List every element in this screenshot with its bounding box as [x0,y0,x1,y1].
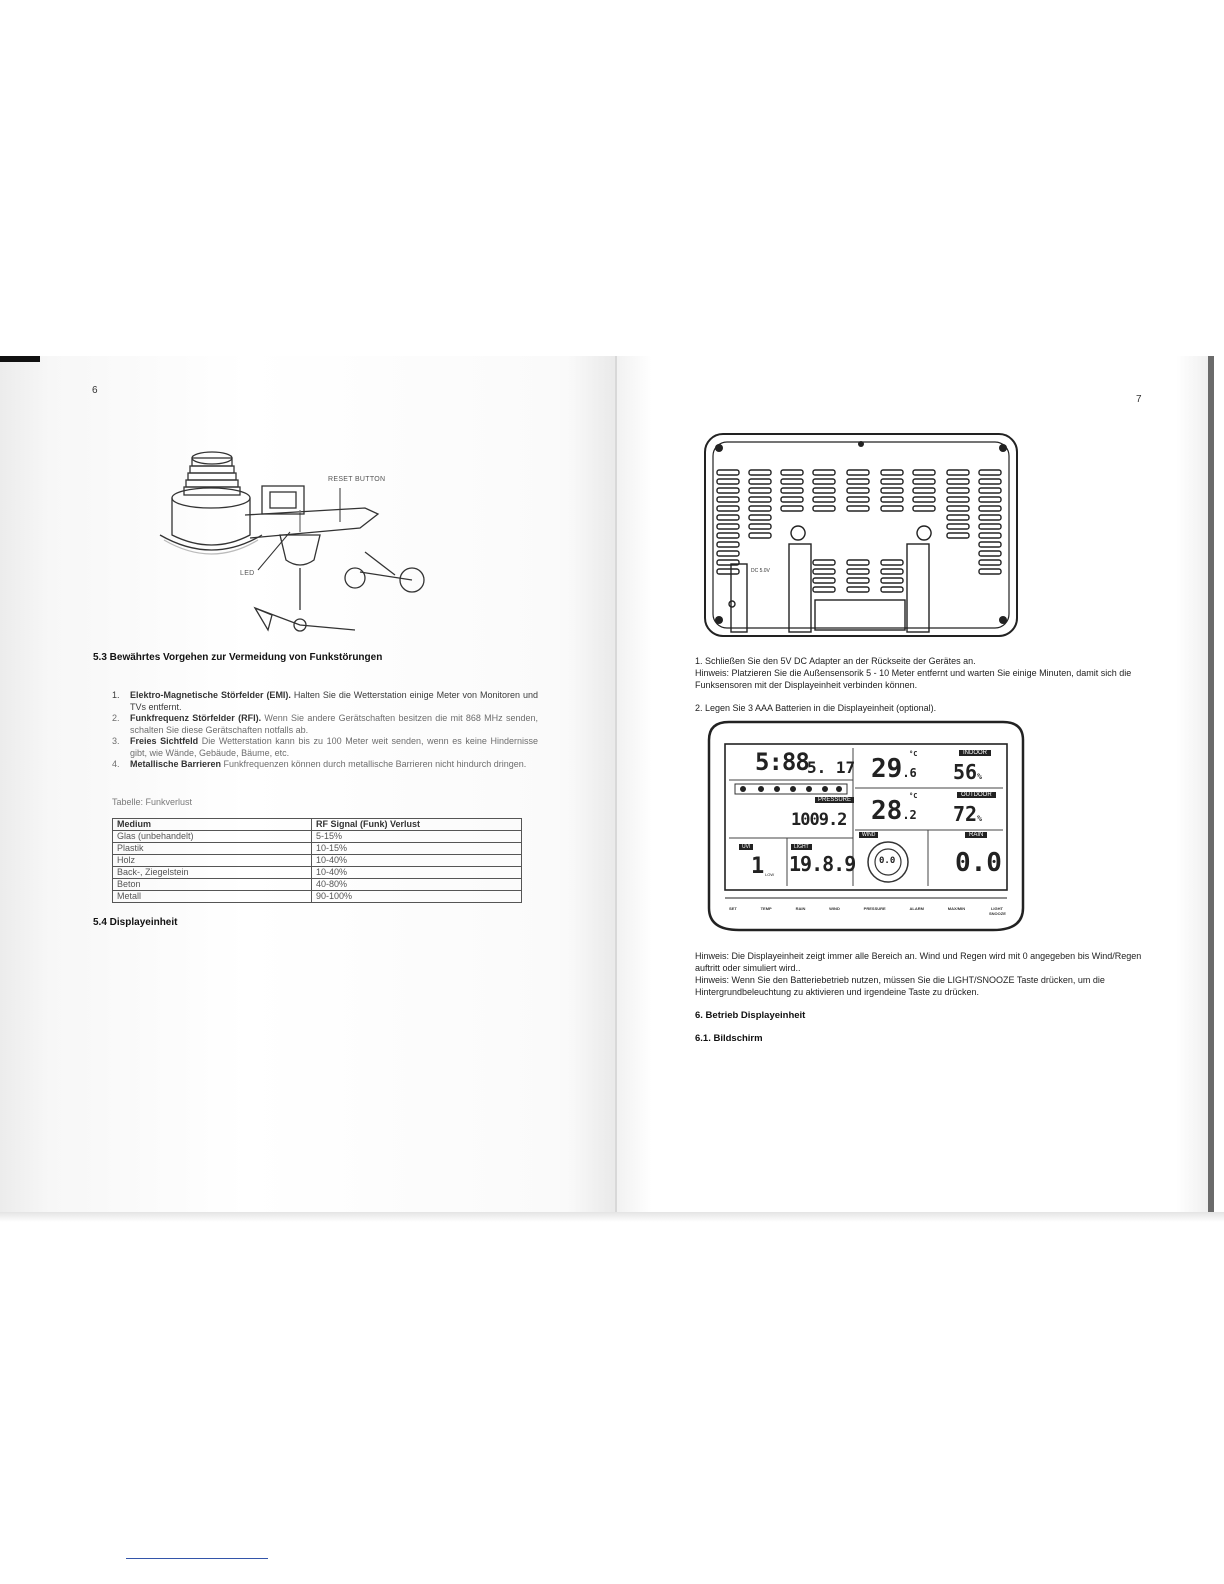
section-title-5-3: 5.3 Bewährtes Vorgehen zur Vermeidung von Funkstörungen [93,652,383,663]
vent-slot [717,533,739,538]
vent-slot [717,515,739,520]
hint-1-text: Hinweis: Platzieren Sie die Außensensorik 5 - 10 Meter entfernt und warten Sie einige Minuten, damit sich die Funksensoren mit der Displayeinheit verbinden können. [695,668,1132,690]
page-number-left: 6 [92,385,98,396]
rain-button[interactable]: RAIN [795,906,806,911]
light-label: LIGHT [791,844,812,850]
book-gutter [615,356,617,1222]
book-edge [1208,356,1214,1222]
vent-slot [979,506,1001,511]
vent-slot [947,488,969,493]
alarm-button[interactable]: ALARM [909,906,924,911]
indoor-temp: 29.6 °C [871,750,918,784]
vent-slot [847,569,869,574]
vent-slot [979,569,1001,574]
table-header: RF Signal (Funk) Verlust [312,819,522,831]
vent-slot [749,488,771,493]
vent-slot [717,497,739,502]
vent-slot [913,488,935,493]
table-header: Medium [113,819,312,831]
vent-slot [749,533,771,538]
vent-slot [947,506,969,511]
vent-slot [781,497,803,502]
vent-slot [979,515,1001,520]
outdoor-humidity: 72% [953,802,982,826]
vent-slot [913,470,935,475]
vent-slot [979,560,1001,565]
vent-slot [717,470,739,475]
scan-shadow [0,1212,1224,1222]
vent-slot [813,560,835,565]
vent-slot [813,587,835,592]
led-label: LED [240,570,255,577]
vent-slot [813,479,835,484]
wind-value: 0.0 [879,856,896,866]
vent-slot [781,506,803,511]
table-row: Back-, Ziegelstein 10-40% [113,867,522,879]
display-buttons [729,906,1005,916]
vent-slot [881,560,903,565]
vent-slot [749,506,771,511]
vent-slot [847,578,869,583]
hint-3-text: Hinweis: Wenn Sie den Batteriebetrieb nutzen, müssen Sie die LIGHT/SNOOZE Taste drücken, um die Hintergrundbeleuchtung zu aktivieren und irgendeine Taste zu drücken. [695,975,1105,997]
vent-slot [717,488,739,493]
vent-slot [847,506,869,511]
vent-slot [947,533,969,538]
vent-slot [847,560,869,565]
vent-slot [913,497,935,502]
reset-button-label: RESET BUTTON [328,476,386,483]
rain-label: RAIN [965,832,987,838]
vent-slot [717,569,739,574]
interference-list [112,690,538,771]
vent-slot [979,542,1001,547]
outdoor-sensor-drawing [150,440,440,650]
table-caption: Tabelle: Funkverlust [112,797,193,807]
maxmin-button[interactable]: MAX/MIN [947,906,966,911]
outdoor-temp: 28.2 °C [871,792,918,826]
hint-2-text: Hinweis: Die Displayeinheit zeigt immer alle Bereich an. Wind und Regen wird mit 0 angegeben bis Wind/Regen auftritt oder simuliert wird.. [695,951,1142,973]
pressure-label: PRESSURE [815,797,854,803]
display-back-drawing [703,432,1019,638]
dc-label: DC 5.0V [751,568,770,574]
vent-slot [749,524,771,529]
vent-slot [979,488,1001,493]
table-header-row [113,819,522,831]
list-item: 1. Elektro-Magnetische Störfelder (EMI). Halten Sie die Wetterstation einige Meter von Monitoren und TVs entfernt. [112,690,538,712]
vent-slot [881,578,903,583]
vent-slot [847,497,869,502]
vent-slot [947,515,969,520]
vent-slot [717,551,739,556]
list-item: 4. Metallische Barrieren Funkfrequenzen können durch metallische Barrieren nicht hindurch dringen. [112,759,527,769]
page-number-right: 7 [1136,394,1142,405]
uvi-level: LOW [765,872,775,877]
vent-slot [913,506,935,511]
vent-slot [749,479,771,484]
vent-slot [979,497,1001,502]
section-title-5-4: 5.4 Displayeinheit [93,917,178,928]
temp-button[interactable]: TEMP [760,906,772,911]
indoor-label: INDOOR [959,750,991,756]
vent-slot [881,488,903,493]
vent-slot [813,497,835,502]
vent-slot [979,524,1001,529]
vent-slot [881,497,903,502]
step-2-text: 2. Legen Sie 3 AAA Batterien in die Displayeinheit (optional). [695,703,937,713]
table-row: Metall 90-100% [113,891,522,903]
vent-slot [979,533,1001,538]
display-front [703,718,1029,934]
vent-slot [847,488,869,493]
table-row: Beton 40-80% [113,879,522,891]
date-readout: 5. 17 [807,758,856,777]
vent-slot [947,497,969,502]
light-snooze-button[interactable]: LIGHT SNOOZE [988,906,1006,916]
vent-slot [749,515,771,520]
table-row: Holz 10-40% [113,855,522,867]
vent-slot [781,479,803,484]
vent-slot [881,569,903,574]
vent-slot [813,488,835,493]
vent-slot [979,551,1001,556]
list-item: 3. Freies Sichtfeld Die Wetterstation kann bis zu 100 Meter weit senden, wenn es keine Hindernisse gibt, wie Wände, Gebäude, Bäume, etc. [112,736,538,758]
time-readout: 5:88 [755,748,809,776]
vent-slot [881,479,903,484]
indoor-humidity: 56% [953,760,982,784]
vent-slot [749,470,771,475]
vent-slot [847,587,869,592]
blue-underline [126,1558,268,1559]
pressure-button[interactable]: PRESSURE [863,906,886,911]
vent-slot [947,470,969,475]
wind-label: WIND [859,832,878,838]
vent-slot [749,497,771,502]
section-title-6-1: 6.1. Bildschirm [695,1033,763,1044]
rf-loss-table [112,818,522,903]
vent-slot [979,470,1001,475]
vent-slot [813,470,835,475]
set-button[interactable]: SET [729,906,737,911]
vent-slot [947,479,969,484]
table-row: Glas (unbehandelt) 5-15% [113,831,522,843]
vent-slot [847,479,869,484]
vent-slot [847,470,869,475]
table-row: Plastik 10-15% [113,843,522,855]
outdoor-label: OUTDOOR [957,792,996,798]
rain-value: 0.0 [955,848,1002,878]
vent-slot [717,506,739,511]
vent-slot [913,479,935,484]
vent-slot [813,569,835,574]
vent-slot [781,488,803,493]
vent-slot [781,470,803,475]
vent-slot [717,524,739,529]
wind-button[interactable]: WIND [829,906,840,911]
pressure-value: 1009.2 [791,810,847,830]
light-value: 19.8.9 [789,852,856,876]
vent-slot [979,479,1001,484]
vent-slot [813,578,835,583]
vent-slot [881,587,903,592]
vent-slot [813,506,835,511]
uvi-value: 1 [751,854,765,879]
vent-slot [947,524,969,529]
uvi-label: UVI [739,844,753,850]
vent-slot [717,542,739,547]
vent-slot [717,479,739,484]
section-title-6: 6. Betrieb Displayeinheit [695,1010,806,1021]
step-1-text: 1. Schließen Sie den 5V DC Adapter an der Rückseite der Gerätes an. [695,656,976,666]
vent-slot [881,470,903,475]
vent-slot [881,506,903,511]
list-item: 2. Funkfrequenz Störfelder (RFI). Wenn Sie andere Gerätschaften besitzen die mit 868 MHz senden, schalten Sie diese Gerätschaften notfalls ab. [112,713,538,735]
